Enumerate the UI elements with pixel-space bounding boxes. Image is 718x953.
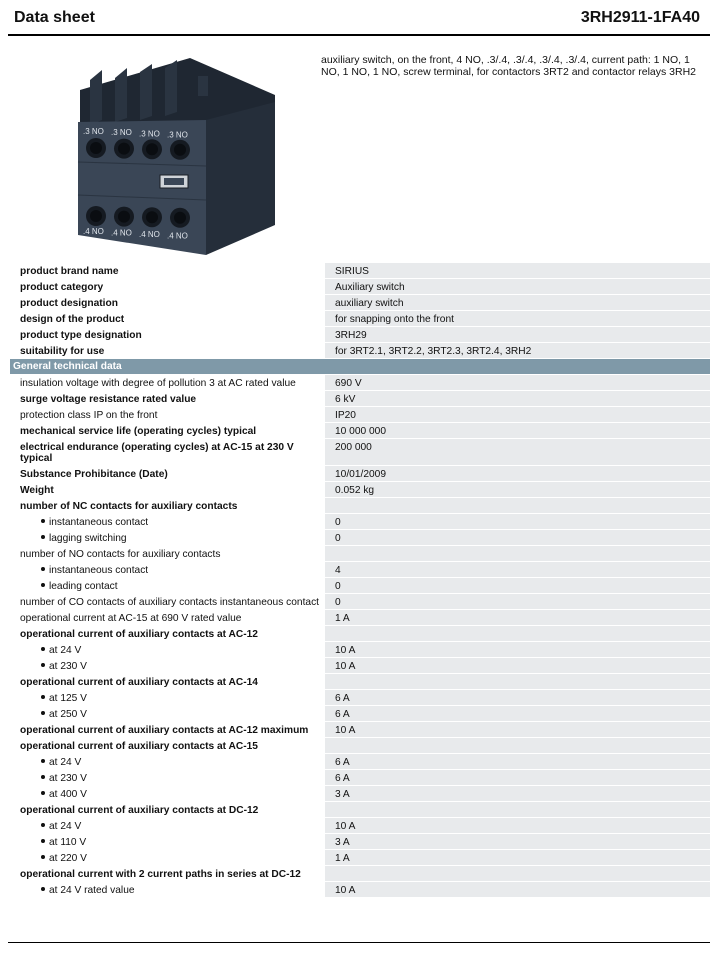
- spec-label: [10, 546, 325, 562]
- spec-value: 10 A: [325, 658, 710, 674]
- spec-label-text: lagging switching: [49, 533, 127, 544]
- spec-value: [325, 674, 710, 690]
- spec-value: 1 A: [325, 850, 710, 866]
- spec-label-text: at 220 V: [49, 853, 87, 864]
- spec-value: IP20: [325, 407, 710, 423]
- spec-label: [10, 642, 325, 658]
- bullet-icon: [41, 823, 45, 827]
- spec-label-text: operational current at AC-15 at 690 V rated value: [20, 613, 242, 624]
- spec-label-text: surge voltage resistance rated value: [20, 394, 197, 405]
- table-row: [10, 738, 710, 754]
- table-row: [10, 482, 710, 498]
- spec-label-text: leading contact: [49, 581, 118, 592]
- bullet-icon: [41, 791, 45, 795]
- spec-value: SIRIUS: [325, 263, 710, 279]
- spec-label: [10, 674, 325, 690]
- spec-label-text: at 400 V: [49, 789, 87, 800]
- spec-value: [325, 498, 710, 514]
- table-row: [10, 562, 710, 578]
- spec-value: 6 A: [325, 706, 710, 722]
- spec-label: [10, 562, 325, 578]
- spec-value: 3 A: [325, 786, 710, 802]
- section-header-row: [10, 359, 710, 375]
- spec-label: [10, 482, 325, 498]
- table-row: [10, 706, 710, 722]
- spec-value: auxiliary switch: [325, 295, 710, 311]
- spec-label-text: operational current of auxiliary contacts at AC-15: [20, 741, 258, 752]
- table-row: [10, 850, 710, 866]
- section-title: General technical data: [10, 359, 710, 375]
- table-row: [10, 818, 710, 834]
- spec-label-text: number of NC contacts for auxiliary contacts: [20, 501, 238, 512]
- spec-label: [10, 706, 325, 722]
- spec-label: [10, 754, 325, 770]
- table-row: [10, 327, 710, 343]
- spec-label: [10, 391, 325, 407]
- spec-label: [10, 770, 325, 786]
- bullet-icon: [41, 567, 45, 571]
- spec-label: [10, 311, 325, 327]
- spec-value: Auxiliary switch: [325, 279, 710, 295]
- table-row: [10, 674, 710, 690]
- spec-label: [10, 466, 325, 482]
- spec-value: 6 A: [325, 770, 710, 786]
- table-row: [10, 263, 710, 279]
- terminal-label-top: .3 NO: [139, 129, 160, 139]
- spec-label: [10, 263, 325, 279]
- table-row: [10, 439, 710, 466]
- spec-label-text: at 110 V: [49, 837, 87, 848]
- spec-label-text: design of the product: [20, 314, 125, 325]
- spec-label-text: electrical endurance (operating cycles) at AC-15 at 230 V typical: [20, 442, 294, 464]
- spec-value: 0: [325, 594, 710, 610]
- header-rule: [8, 34, 710, 36]
- table-row: [10, 391, 710, 407]
- spec-label: [10, 658, 325, 674]
- spec-value: [325, 866, 710, 882]
- spec-value: for snapping onto the front: [325, 311, 710, 327]
- spec-label: [10, 530, 325, 546]
- table-row: [10, 578, 710, 594]
- spec-value: 6 A: [325, 690, 710, 706]
- spec-label-text: at 230 V: [49, 773, 87, 784]
- spec-label-text: operational current of auxiliary contacts at AC-12: [20, 629, 258, 640]
- table-row: [10, 754, 710, 770]
- spec-label: [10, 498, 325, 514]
- spec-value: for 3RT2.1, 3RT2.2, 3RT2.3, 3RT2.4, 3RH2: [325, 343, 710, 359]
- spec-label: [10, 722, 325, 738]
- terminal-hole-icon: [90, 142, 102, 154]
- spec-label-text: Weight: [20, 485, 54, 496]
- table-row: [10, 770, 710, 786]
- footer-rule: [8, 942, 710, 943]
- table-row: [10, 866, 710, 882]
- table-row: [10, 375, 710, 391]
- spec-value: 0: [325, 578, 710, 594]
- spec-value: 10 A: [325, 882, 710, 898]
- bullet-icon: [41, 647, 45, 651]
- table-row: [10, 610, 710, 626]
- table-row: [10, 802, 710, 818]
- spec-label-text: at 230 V: [49, 661, 87, 672]
- table-row: [10, 546, 710, 562]
- spec-value: 1 A: [325, 610, 710, 626]
- table-row: [10, 530, 710, 546]
- spec-label: [10, 818, 325, 834]
- terminal-hole-icon: [174, 144, 186, 156]
- spec-value: 10 A: [325, 722, 710, 738]
- spec-label-text: at 24 V rated value: [49, 885, 135, 896]
- spec-label: [10, 594, 325, 610]
- bullet-icon: [41, 759, 45, 763]
- spec-value: 10 A: [325, 818, 710, 834]
- terminal-label-bottom: .4 NO: [139, 230, 160, 239]
- spec-label: [10, 610, 325, 626]
- table-row: [10, 658, 710, 674]
- terminal-label-top: .3 NO: [111, 128, 132, 138]
- spec-label: [10, 375, 325, 391]
- spec-label: [10, 690, 325, 706]
- table-row: [10, 834, 710, 850]
- terminal-label-top: .3 NO: [83, 127, 104, 136]
- table-row: [10, 594, 710, 610]
- bullet-icon: [41, 887, 45, 891]
- spec-label: [10, 738, 325, 754]
- bullet-icon: [41, 775, 45, 779]
- bullet-icon: [41, 711, 45, 715]
- product-description: auxiliary switch, on the front, 4 NO, .3/.4, .3/.4, .3/.4, .3/.4, current path: 1 NO, 1 NO, 1 NO, 1 NO, screw terminal, for contactors 3RT2 and contactor relays 3RH2: [321, 54, 697, 78]
- spec-label-text: at 24 V: [49, 757, 82, 768]
- spec-value: [325, 546, 710, 562]
- spec-label-text: at 24 V: [49, 821, 82, 832]
- table-row: [10, 311, 710, 327]
- spec-value: 6 kV: [325, 391, 710, 407]
- terminal-hole-icon: [118, 211, 130, 223]
- table-row: [10, 626, 710, 642]
- spec-table: [10, 263, 710, 898]
- terminal-hole-icon: [118, 143, 130, 155]
- terminal-label-bottom: .4 NO: [111, 228, 132, 238]
- table-row: [10, 343, 710, 359]
- spec-label-text: operational current of auxiliary contacts at AC-12 maximum: [20, 725, 309, 736]
- bullet-icon: [41, 519, 45, 523]
- table-row: [10, 642, 710, 658]
- spec-value: 3RH29: [325, 327, 710, 343]
- terminal-hole-icon: [174, 212, 186, 224]
- table-row: [10, 786, 710, 802]
- spec-label-text: instantaneous contact: [49, 565, 149, 576]
- table-row: [10, 690, 710, 706]
- spec-label: [10, 295, 325, 311]
- spec-label-text: at 125 V: [49, 693, 87, 704]
- spec-label-text: number of NO contacts for auxiliary contacts: [20, 549, 221, 560]
- bullet-icon: [41, 695, 45, 699]
- bullet-icon: [41, 583, 45, 587]
- spec-label: [10, 882, 325, 898]
- spec-label-text: product brand name: [20, 266, 119, 277]
- spec-label: [10, 626, 325, 642]
- spec-value: 10 000 000: [325, 423, 710, 439]
- spec-label: [10, 423, 325, 439]
- spec-value: 200 000: [325, 439, 710, 466]
- terminal-hole-icon: [146, 143, 158, 155]
- product-image: [60, 50, 290, 260]
- spec-value: 3 A: [325, 834, 710, 850]
- table-row: [10, 498, 710, 514]
- table-row: [10, 423, 710, 439]
- bullet-icon: [41, 535, 45, 539]
- spec-label-text: number of CO contacts of auxiliary contacts instantaneous contact: [20, 597, 319, 608]
- spec-label: [10, 834, 325, 850]
- spec-value: 0.052 kg: [325, 482, 710, 498]
- spec-label-text: product category: [20, 282, 104, 293]
- spec-label-text: protection class IP on the front: [20, 410, 158, 421]
- table-row: [10, 466, 710, 482]
- spec-label: [10, 786, 325, 802]
- spec-label: [10, 279, 325, 295]
- bullet-icon: [41, 839, 45, 843]
- spec-value: 4: [325, 562, 710, 578]
- spec-value: 690 V: [325, 375, 710, 391]
- spec-label: [10, 578, 325, 594]
- bullet-icon: [41, 663, 45, 667]
- table-row: [10, 514, 710, 530]
- spec-label: [10, 327, 325, 343]
- spec-label: [10, 343, 325, 359]
- table-row: [10, 295, 710, 311]
- terminal-hole-icon: [90, 210, 102, 222]
- spec-value: 0: [325, 530, 710, 546]
- spec-label: [10, 407, 325, 423]
- spec-value: [325, 626, 710, 642]
- spec-label-text: operational current of auxiliary contacts at AC-14: [20, 677, 258, 688]
- spec-value: [325, 738, 710, 754]
- spec-label-text: operational current with 2 current paths in series at DC-12: [20, 869, 301, 880]
- spec-label-text: at 250 V: [49, 709, 87, 720]
- spec-label: [10, 850, 325, 866]
- spec-label-text: product type designation: [20, 330, 142, 341]
- product-id: 3RH2911-1FA40: [580, 9, 700, 26]
- spec-value: 0: [325, 514, 710, 530]
- spec-label: [10, 439, 325, 466]
- spec-label-text: suitability for use: [20, 346, 105, 357]
- spec-value: 10/01/2009: [325, 466, 710, 482]
- spec-value: 10 A: [325, 642, 710, 658]
- spec-label-text: at 24 V: [49, 645, 82, 656]
- bullet-icon: [41, 855, 45, 859]
- terminal-label-bottom: .4 NO: [167, 231, 188, 241]
- spec-label-text: operational current of auxiliary contacts at DC-12: [20, 805, 259, 816]
- table-row: [10, 722, 710, 738]
- table-row: [10, 882, 710, 898]
- spec-label-text: instantaneous contact: [49, 517, 149, 528]
- spec-label: [10, 802, 325, 818]
- spec-label-text: insulation voltage with degree of pollution 3 at AC rated value: [20, 378, 296, 389]
- spec-label-text: product designation: [20, 298, 118, 309]
- document-title: Data sheet: [14, 9, 95, 26]
- spec-value: 6 A: [325, 754, 710, 770]
- spec-value: [325, 802, 710, 818]
- spec-label: [10, 866, 325, 882]
- table-row: [10, 407, 710, 423]
- terminal-label-top: .3 NO: [167, 130, 188, 140]
- spec-label: [10, 514, 325, 530]
- spec-label-text: Substance Prohibitance (Date): [20, 469, 168, 480]
- table-row: [10, 279, 710, 295]
- terminal-label-bottom: .4 NO: [83, 227, 104, 236]
- document-header: [8, 6, 710, 32]
- spec-label-text: mechanical service life (operating cycles) typical: [20, 426, 257, 437]
- terminal-hole-icon: [146, 211, 158, 223]
